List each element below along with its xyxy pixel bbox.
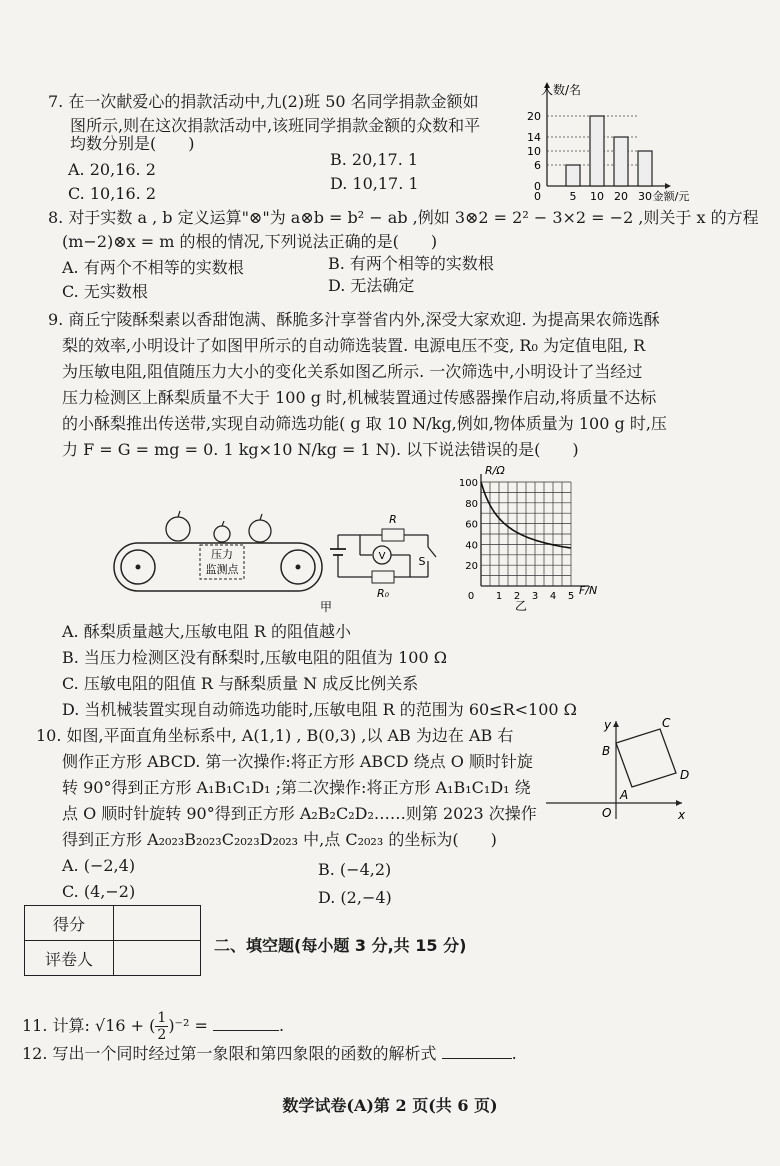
- q9-option-b: B. 当压力检测区没有酥梨时,压敏电阻的阻值为 100 Ω: [62, 648, 447, 667]
- apple-icon: [214, 521, 230, 542]
- q10-option-b: B. (−4,2): [318, 860, 392, 879]
- x-origin-label: 0: [534, 190, 541, 203]
- x-axis-label: 金额/元: [652, 190, 690, 203]
- q8-option-c: C. 无实数根: [62, 282, 148, 301]
- q8-option-d: D. 无法确定: [328, 276, 415, 295]
- q10-text-line2: 侧作正方形 ABCD. 第一次操作:将正方形 ABCD 绕点 O 顺时针旋: [62, 752, 533, 771]
- x-tick-label: 30: [638, 190, 652, 203]
- q9-figure-jia: [110, 505, 450, 615]
- q9-text-line6: 力 F = G = mg = 0. 1 kg×10 N/kg = 1 N). 以下说法错误的是( ): [62, 440, 579, 459]
- score-table: [24, 905, 201, 976]
- y-tick-label: 80: [465, 498, 478, 510]
- x-axis-arrow: [665, 183, 671, 189]
- q11-answer-blank[interactable]: [213, 1014, 279, 1031]
- page-footer: 数学试卷(A)第 2 页(共 6 页): [282, 1096, 498, 1115]
- q10-option-d: D. (2,−4): [318, 888, 392, 907]
- x-tick-label: 0: [467, 591, 475, 602]
- q10-coordinate-figure: [540, 715, 690, 825]
- q7-option-d: D. 10,17. 1: [330, 174, 419, 193]
- q12-answer-blank[interactable]: [442, 1042, 512, 1059]
- q8-stem-line1: 8. 对于实数 a , b 定义运算"⊗"为 a⊗b = b² − ab ,例如 3⊗2 = 2² − 3×2 = −2 ,则关于 x 的方程: [48, 208, 759, 227]
- q7-option-c: C. 10,16. 2: [68, 184, 156, 203]
- point-a-label: A: [620, 788, 629, 802]
- x-tick-label: 5: [569, 190, 577, 203]
- q9-text-line4: 压力检测区上酥梨质量不大于 100 g 时,机械装置通过传感器操作启动,将质量不达标: [62, 388, 657, 407]
- q11-suffix: )⁻² =: [168, 1016, 208, 1035]
- resistor-r0-label: R₀: [376, 587, 390, 600]
- switch-s-label: S: [418, 555, 426, 568]
- q7-stem-line3: 均数分别是( ): [70, 134, 195, 153]
- bar-10: [590, 116, 604, 186]
- bar-30: [638, 151, 652, 186]
- q8-stem-line2: (m−2)⊗x = m 的根的情况,下列说法正确的是( ): [62, 232, 438, 251]
- figure-yi-xlabel: F/N: [579, 584, 598, 597]
- q9-text-line1: 9. 商丘宁陵酥梨素以香甜饱满、酥脆多汁享誉省内外,深受大家欢迎. 为提高果农筛选酥: [48, 310, 660, 329]
- q8-option-b: B. 有两个相等的实数根: [328, 254, 494, 273]
- q9-figure-yi: [455, 462, 605, 612]
- q11: [22, 1008, 284, 1044]
- bar-5: [566, 165, 580, 186]
- y-axis-label: 人数/名: [541, 83, 582, 97]
- q8-option-a: A. 有两个不相等的实数根: [62, 258, 244, 277]
- q11-denominator: 2: [157, 1027, 167, 1043]
- q12-text: 12. 写出一个同时经过第一象限和第四象限的函数的解析式: [22, 1044, 437, 1063]
- y-tick-label: 6: [534, 159, 541, 172]
- x-tick-label: 20: [614, 190, 628, 203]
- y-tick-label: 20: [527, 110, 541, 123]
- x-tick-label: 1: [495, 591, 503, 602]
- q11-prefix: 11. 计算: √16 + (: [22, 1016, 156, 1035]
- q10-text-line4: 点 O 顺时针旋转 90°得到正方形 A₂B₂C₂D₂……则第 2023 次操作: [62, 804, 537, 823]
- q10-text-line1: 10. 如图,平面直角坐标系中, A(1,1) , B(0,3) ,以 AB 为边在 AB 右: [36, 726, 514, 745]
- q11-end: .: [279, 1016, 285, 1035]
- point-c-label: C: [662, 716, 671, 730]
- section2-title: 二、填空题(每小题 3 分,共 15 分): [214, 936, 467, 955]
- voltmeter-label: V: [378, 551, 386, 562]
- q9-option-d: D. 当机械装置实现自动筛选功能时,压敏电阻 R 的范围为 60≤R<100 Ω: [62, 700, 577, 719]
- x-tick-label: 10: [590, 190, 604, 203]
- axis-y-label: y: [604, 718, 612, 732]
- y-tick-label: 14: [527, 131, 541, 144]
- figure-yi-ylabel: R/Ω: [485, 464, 505, 477]
- pressure-box-label-2: 监测点: [205, 563, 239, 576]
- grader-label: 评卷人: [25, 941, 114, 976]
- resistor-r-label: R: [389, 513, 397, 526]
- q10-option-c: C. (4,−2): [62, 882, 136, 901]
- y-tick-label: 40: [465, 540, 478, 552]
- q10-text-line5: 得到正方形 A₂₀₂₃B₂₀₂₃C₂₀₂₃D₂₀₂₃ 中,点 C₂₀₂₃ 的坐标为( ): [62, 830, 497, 849]
- q12: [22, 1042, 517, 1064]
- q7-stem-line2: 图所示,则在这次捐款活动中,该班同学捐款金额的众数和平: [70, 116, 481, 135]
- x-tick-label: 2: [513, 591, 521, 602]
- y-tick-label: 100: [458, 478, 478, 489]
- q9-text-line3: 为压敏电阻,阻值随压力大小的变化关系如图乙所示. 一次筛选中,小明设计了当经过: [62, 362, 643, 381]
- apple-icon: [166, 511, 190, 541]
- score-label: 得分: [25, 906, 114, 941]
- x-tick-label: 4: [549, 591, 557, 602]
- q7-option-a: A. 20,16. 2: [68, 160, 156, 179]
- point-b-label: B: [602, 744, 611, 758]
- origin-o-label: O: [602, 806, 612, 820]
- q9-option-c: C. 压敏电阻的阻值 R 与酥梨质量 N 成反比例关系: [62, 674, 419, 693]
- q9-text-line2: 梨的效率,小明设计了如图甲所示的自动筛选装置. 电源电压不变, R₀ 为定值电阻, R: [62, 336, 646, 355]
- figure-yi-caption: 乙: [514, 599, 528, 612]
- q12-end: .: [511, 1044, 517, 1063]
- q10-text-line3: 转 90°得到正方形 A₁B₁C₁D₁ ;第二次操作:将正方形 A₁B₁C₁D₁ 绕: [62, 778, 531, 797]
- q7-option-b: B. 20,17. 1: [330, 150, 419, 169]
- q7-stem-line1: 7. 在一次献爱心的捐款活动中,九(2)班 50 名同学捐款金额如: [48, 92, 479, 111]
- y-tick-label: 20: [465, 561, 478, 573]
- apple-icon: [249, 514, 271, 542]
- y-tick-label: 10: [527, 145, 541, 158]
- axis-x-label: x: [678, 808, 686, 822]
- q9-text-line5: 的小酥梨推出传送带,实现自动筛选功能( g 取 10 N/kg,例如,物体质量为 100 g 时,压: [62, 414, 667, 433]
- y-tick-label: 0: [534, 180, 541, 193]
- q7-bar-chart: [505, 78, 695, 208]
- grader-field[interactable]: [114, 941, 201, 976]
- q11-numerator: 1: [157, 1010, 167, 1026]
- q10-option-a: A. (−2,4): [62, 856, 136, 875]
- point-d-label: D: [680, 768, 690, 782]
- x-tick-label: 5: [567, 591, 575, 602]
- figure-jia-caption: 甲: [319, 600, 333, 614]
- square-abcd: [616, 729, 676, 787]
- bar-20: [614, 137, 628, 186]
- x-tick-label: 3: [531, 591, 539, 602]
- q9-option-a: A. 酥梨质量越大,压敏电阻 R 的阻值越小: [62, 622, 352, 641]
- pressure-box-label-1: 压力: [211, 548, 233, 561]
- score-field[interactable]: [114, 906, 201, 941]
- y-tick-label: 60: [465, 519, 478, 531]
